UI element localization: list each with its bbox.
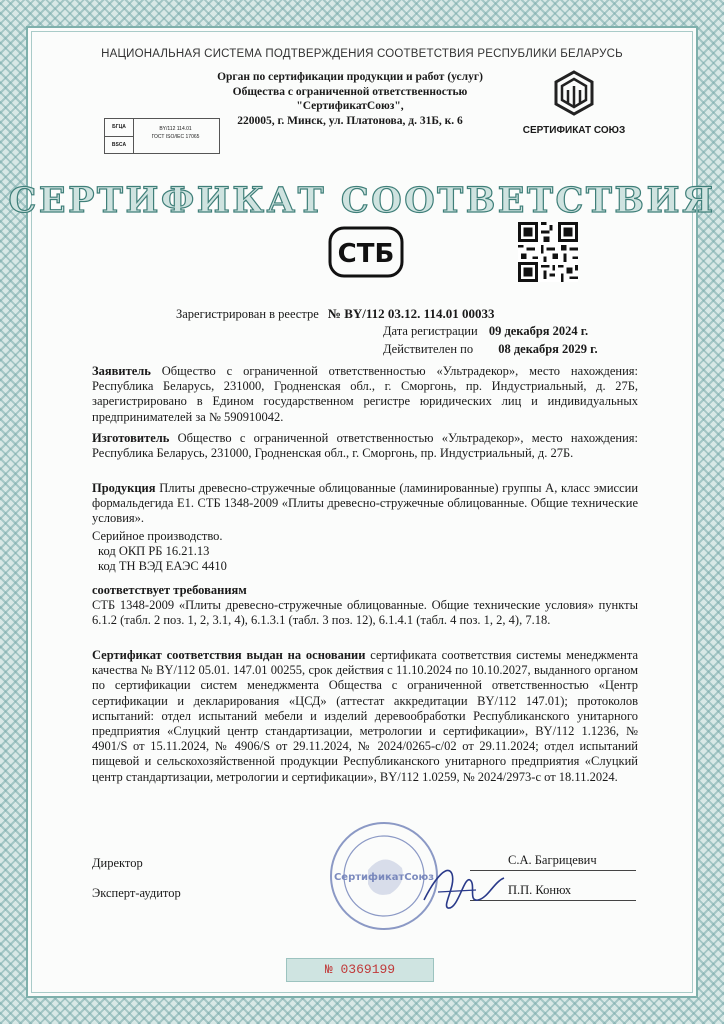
qr-code-icon (518, 222, 578, 282)
product-text: Плиты древесно-стружечные облицованные (ламинированные) группы А, класс эмиссии формальдегида Е1. СТБ 1348-2009 «Плиты древесно-стружечные облицованные. Общие технические условия». (92, 481, 639, 526)
accreditation-standard: ГОСТ ISO/IEC 17065 (151, 134, 200, 140)
registry-label: Зарегистрирован в реестре (176, 307, 319, 321)
director-name: С.А. Багрицевич (508, 853, 597, 867)
registration-date-label: Дата регистрации (383, 324, 478, 338)
registration-date-value: 09 декабря 2024 г. (488, 324, 589, 338)
certification-body (180, 70, 520, 128)
manufacturer-section (92, 431, 638, 461)
sertifikat-soyuz-logo (514, 70, 634, 136)
org-line-1: Орган по сертификации продукции и работ (услуг) (217, 71, 483, 83)
expert-name: П.П. Конюх (508, 883, 572, 897)
accreditation-code: BY/112 114.01 (159, 126, 192, 132)
registry-number: № BY/112 03.12. 114.01 00033 (327, 306, 495, 321)
registration-date-line (383, 324, 588, 339)
tnved-code: код ТН ВЭД ЕАЭС 4410 (98, 559, 227, 574)
national-system-header: НАЦИОНАЛЬНАЯ СИСТЕМА ПОДТВЕРЖДЕНИЯ СООТВЕТСТВИЯ РЕСПУБЛИКИ БЕЛАРУСЬ (101, 48, 623, 60)
manufacturer-text: Общество с ограниченной ответственностью «Ультрадекор», место нахождения: Республика Беларусь, 231000, Гродненская обл., г. Сморгонь, пр. Индустриальный, д. 27Б. (92, 431, 638, 461)
certificate-title: СЕРТИФИКАТ СООТВЕТСТВИЯ (8, 180, 716, 221)
seal-text: СертификатСоюз (333, 872, 435, 883)
basis-section (92, 648, 638, 785)
valid-until-line (383, 342, 598, 357)
basis-label: Сертификат соответствия выдан на основании (92, 648, 366, 662)
org-line-3: "СертификатСоюз", (296, 100, 404, 112)
accreditation-label-top: БГЦА (105, 119, 133, 137)
serial-production: Серийное производство. (92, 528, 223, 543)
hexagon-logo-icon (553, 70, 595, 116)
valid-until-value: 08 декабря 2029 г. (498, 342, 598, 356)
serial-number: № 0369199 (286, 958, 434, 982)
requirements-text: СТБ 1348-2009 «Плиты древесно-стружечные облицованные. Общие технические условия» пункты 6.1.2 (табл. 2 поз. 1, 2, 3.1, 4), 6.1.3.1 (табл. 3 поз. 12), 6.1.4.1 (табл. 4 поз. 1, 2, 4), 7.18. (92, 598, 638, 628)
logo-text: СЕРТИФИКАТ СОЮЗ (522, 125, 626, 136)
valid-until-label: Действителен по (383, 342, 474, 356)
basis-text: сертификата соответствия системы менеджмента качества № BY/112 05.01. 147.01 00255, срок действия с 11.10.2024 по 10.10.2027, выданного органом по сертификации систем менеджмента Общества с ограниченной ответственностью «Центр сертификации и декларирования «ЦСД» (аттестат аккредитации BY/112 147.01); протоколов испытаний: отдел испытаний мебели и изделий деревообработки Республиканского унитарного предприятия «Слуцкий центр стандартизации, метрологии и сертификации», BY/112 1.1236, № 4901/S от 15.11.2024, № 4906/S от 29.11.2024, № 2024/0265-с/02 от 29.11.2024; отдел испытаний пищевой и сельскохозяйственной продукции Республиканского унитарного предприятия «Слуцкий центр стандартизации, метрологии и сертификации», BY/112 1.0259, № 2024/2973-с от 18.11.2024. (92, 648, 638, 784)
applicant-text: Общество с ограниченной ответственностью «Ультрадекор», место нахождения: Республика Беларусь, 231000, Гродненская обл., г. Сморгонь, пр. Индустриальный, д. 27Б, зарегистрировано в Едином государственном регистре юридических лиц и индивидуальных предпринимателей за № 590910042. (92, 364, 639, 424)
requirements-section (92, 583, 638, 629)
org-line-4: 220005, г. Минск, ул. Платонова, д. 31Б, к. 6 (237, 114, 463, 127)
handwritten-signature-icon (418, 856, 508, 916)
stb-mark-text: СТБ (337, 239, 395, 269)
org-line-2: Общества с ограниченной ответственностью (232, 85, 468, 98)
applicant-section (92, 364, 638, 425)
applicant-label: Заявитель (92, 364, 151, 378)
registry-line (176, 306, 494, 322)
okp-code: код ОКП РБ 16.21.13 (98, 543, 210, 558)
product-label: Продукция (92, 481, 156, 495)
product-section (92, 481, 638, 574)
accreditation-label-bottom: BSCA (111, 142, 127, 148)
expert-label: Эксперт-аудитор (92, 886, 181, 900)
manufacturer-label: Изготовитель (92, 431, 170, 445)
director-label: Директор (92, 856, 143, 870)
stb-mark-icon (328, 226, 404, 278)
requirements-label: соответствует требованиям (92, 583, 247, 597)
